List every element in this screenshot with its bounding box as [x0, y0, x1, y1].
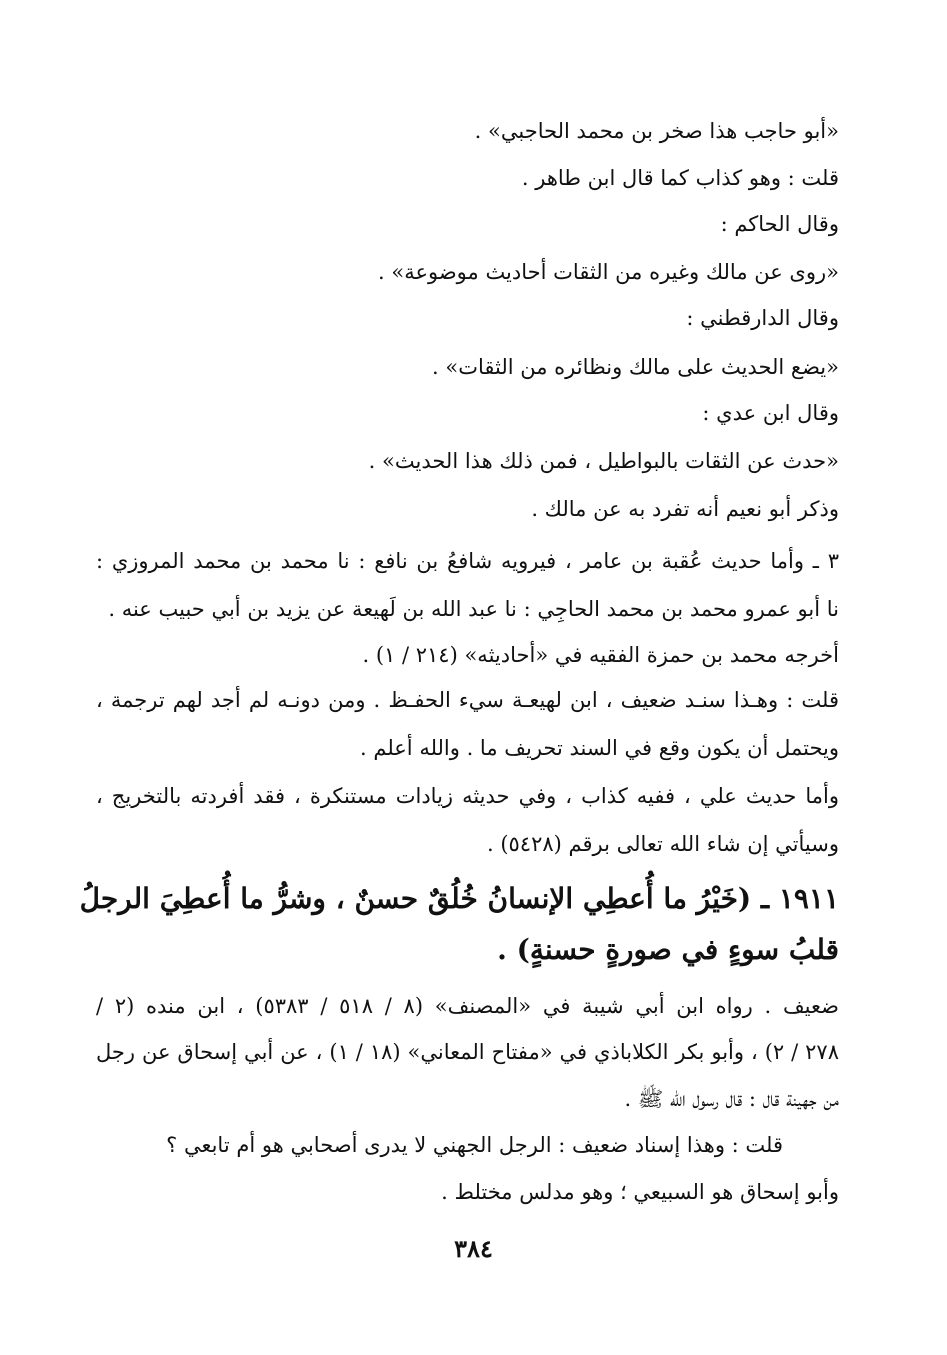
- text-line: وأما حديث علي ، ففيه كذاب ، وفي حديثه زيادات مستنكرة ، فقد أفردته بالتخريج ،: [96, 784, 839, 808]
- text-line: «يضع الحديث على مالك ونظائره من الثقات» .: [432, 355, 839, 379]
- text-line: أخرجه محمد بن حمزة الفقيه في «أحاديثه» (٢١٤ / ١) .: [362, 643, 839, 667]
- text-line: وقال الحاكم :: [720, 212, 839, 236]
- text-line: «روى عن مالك وغيره من الثقات أحاديث موضوعة» .: [378, 260, 839, 284]
- text-line: قلت : وهو كذاب كما قال ابن طاهر .: [521, 166, 839, 190]
- text-line: ضعيف . رواه ابن أبي شيبة في «المصنف» (٨ / ٥١٨ / ٥٣٨٣) ، ابن منده (٢ /: [96, 994, 839, 1018]
- text-line: وقال ابن عدي :: [702, 401, 839, 425]
- hadith-heading-line: قلبُ سوءٍ في صورةٍ حسنةٍ) .: [497, 933, 839, 966]
- text-line: «أبو حاجب هذا صخر بن محمد الحاجبي» .: [474, 119, 839, 143]
- text-line: وذكر أبو نعيم أنه تفرد به عن مالك .: [531, 497, 839, 521]
- text-line: ٣ ـ وأما حديث عُقبة بن عامر ، فيرويه شافعُ بن نافع : نا محمد بن محمد المروزي :: [96, 549, 839, 573]
- text-line: نا أبو عمرو محمد بن محمد الحاجِي : نا عبد الله بن لَهيعة عن يزيد بن أبي حبيب عنه .: [108, 597, 839, 621]
- text-line: وسيأتي إن شاء الله تعالى برقم (٥٤٢٨) .: [486, 832, 839, 856]
- hadith-heading-line: ١٩١١ ـ (خَيْرُ ما أُعطِي الإنسانُ خُلُقٌ حسنٌ ، وشرُّ ما أُعطِيَ الرجلُ: [79, 882, 839, 915]
- text-line: وأبو إسحاق هو السبيعي ؛ وهو مدلس مختلط .: [441, 1180, 839, 1204]
- text-line: قلت : وهذا إسناد ضعيف : الرجل الجهني لا يدرى أصحابي هو أم تابعي ؟: [166, 1133, 783, 1157]
- text-line: ويحتمل أن يكون وقع في السند تحريف ما . والله أعلم .: [360, 736, 839, 760]
- text-line: ٢٧٨ / ٢) ، وأبو بكر الكلاباذي في «مفتاح المعاني» (١٨ / ١) ، عن أبي إسحاق عن رجل: [96, 1040, 839, 1064]
- text-line: قلت : وهـذا سنـد ضعيف ، ابن لهيعـة سيء الحفـظ . ومن دونـه لم أجد لهم ترجمة ،: [96, 688, 839, 712]
- page-number: ٣٨٤: [454, 1234, 493, 1263]
- text-line: من جهينة قال : قال رسول الله ﷺ .: [624, 1087, 839, 1111]
- text-line: «حدث عن الثقات بالبواطيل ، فمن ذلك هذا الحديث» .: [368, 449, 839, 473]
- text-line: وقال الدارقطني :: [686, 306, 839, 330]
